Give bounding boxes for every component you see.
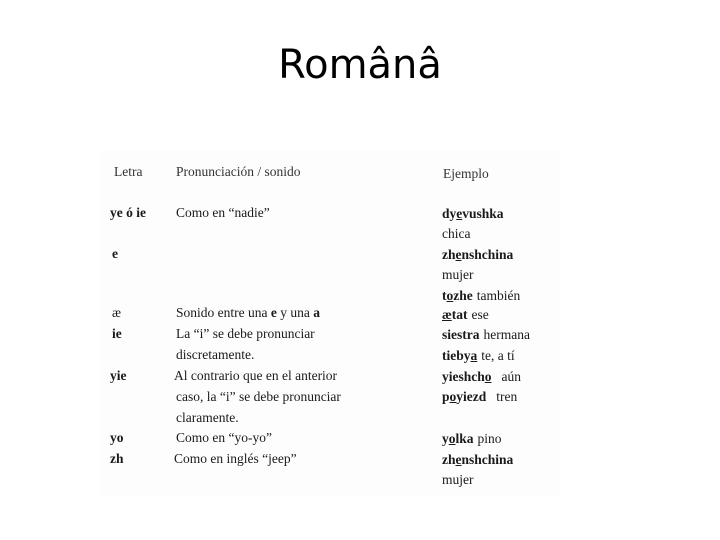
ex2-post: nshchina — [461, 247, 514, 262]
ex3-pre: t — [442, 288, 447, 303]
example-tiebya — [442, 348, 515, 364]
letter-zh: zh — [110, 451, 124, 466]
example-yolka — [442, 431, 502, 447]
example-tozhe — [442, 288, 520, 304]
ex5-translation: hermana — [483, 327, 530, 342]
ex1-pre: dy — [442, 206, 457, 221]
example-zhenshchina — [442, 247, 513, 263]
ex8-post: yiezd — [456, 389, 487, 404]
ex3-stress: o — [446, 288, 454, 303]
ex4-stress: æ — [442, 307, 452, 322]
example-poyiezd — [442, 389, 517, 405]
pron-between — [176, 305, 320, 321]
example-aetat — [442, 307, 489, 323]
ex6-translation: te, a tí — [481, 348, 515, 363]
ex9-post: lka — [455, 431, 474, 446]
ex4-post: tat — [451, 307, 468, 322]
ex3-post: zhe — [453, 288, 473, 303]
letter-yie: yie — [110, 368, 127, 383]
letter-ye: ye ó ie — [110, 205, 146, 220]
ex4-translation: ese — [471, 307, 489, 322]
ex10-stress: e — [455, 452, 462, 467]
ex1-post: vushka — [462, 206, 504, 221]
ex6-stress: a — [470, 348, 478, 363]
ex1-stress: e — [456, 206, 463, 221]
scanned-table — [100, 150, 560, 495]
example-zhenshchina-translation: mujer — [442, 267, 474, 282]
pron-between-e: e — [270, 305, 277, 320]
ex8-pre: p — [442, 389, 450, 404]
example-yieshcho — [442, 369, 521, 385]
header-pronunciation: Pronunciación / sonido — [176, 164, 301, 179]
pron-i-discreet-2: discretamente. — [176, 347, 255, 362]
ex2-stress: e — [455, 247, 462, 262]
ex6-pre: tieby — [442, 348, 471, 363]
ex8-stress: o — [449, 389, 457, 404]
example-dyevushka-translation: chica — [442, 226, 471, 241]
ex7-translation: aún — [501, 369, 522, 384]
pron-between-text: Sonido entre una — [176, 305, 268, 320]
ex3-translation: también — [476, 288, 521, 303]
ex2-pre: zh — [442, 247, 456, 262]
slide-title: Românâ — [278, 42, 442, 88]
pron-yoyo: Como en “yo-yo” — [176, 430, 272, 445]
letter-e: e — [112, 246, 118, 261]
letter-ie: ie — [112, 326, 122, 341]
ex10-post: nshchina — [461, 452, 514, 467]
ex9-translation: pino — [477, 431, 502, 446]
pron-i-clear-2: caso, la “i” se debe pronunciar — [176, 389, 341, 404]
example-zhenshchina-2-translation: mujer — [442, 472, 474, 487]
ex7-pre: yieshch — [442, 369, 485, 384]
pron-i-clear-3: claramente. — [176, 410, 239, 425]
pron-nadie: Como en “nadie” — [176, 205, 270, 220]
ex8-translation: tren — [496, 389, 518, 404]
example-dyevushka — [442, 206, 504, 222]
letter-ae: æ — [112, 305, 122, 320]
letter-yo: yo — [110, 430, 124, 445]
pron-between-a: a — [313, 305, 320, 320]
pron-jeep: Como en inglés “jeep” — [174, 451, 297, 466]
ex10-pre: zh — [442, 452, 456, 467]
pron-i-clear-1: Al contrario que en el anterior — [174, 368, 338, 383]
header-example: Ejemplo — [443, 166, 489, 181]
example-zhenshchina-2 — [442, 452, 513, 468]
example-siestra — [442, 327, 530, 343]
ex9-stress: o — [448, 431, 456, 446]
ex9-pre: y — [442, 431, 449, 446]
header-letter: Letra — [114, 164, 143, 179]
ex7-stress: o — [484, 369, 492, 384]
pron-between-y: y una — [280, 305, 310, 320]
pron-i-discreet-1: La “i” se debe pronunciar — [176, 326, 315, 341]
ex5-word: siestra — [442, 327, 480, 342]
